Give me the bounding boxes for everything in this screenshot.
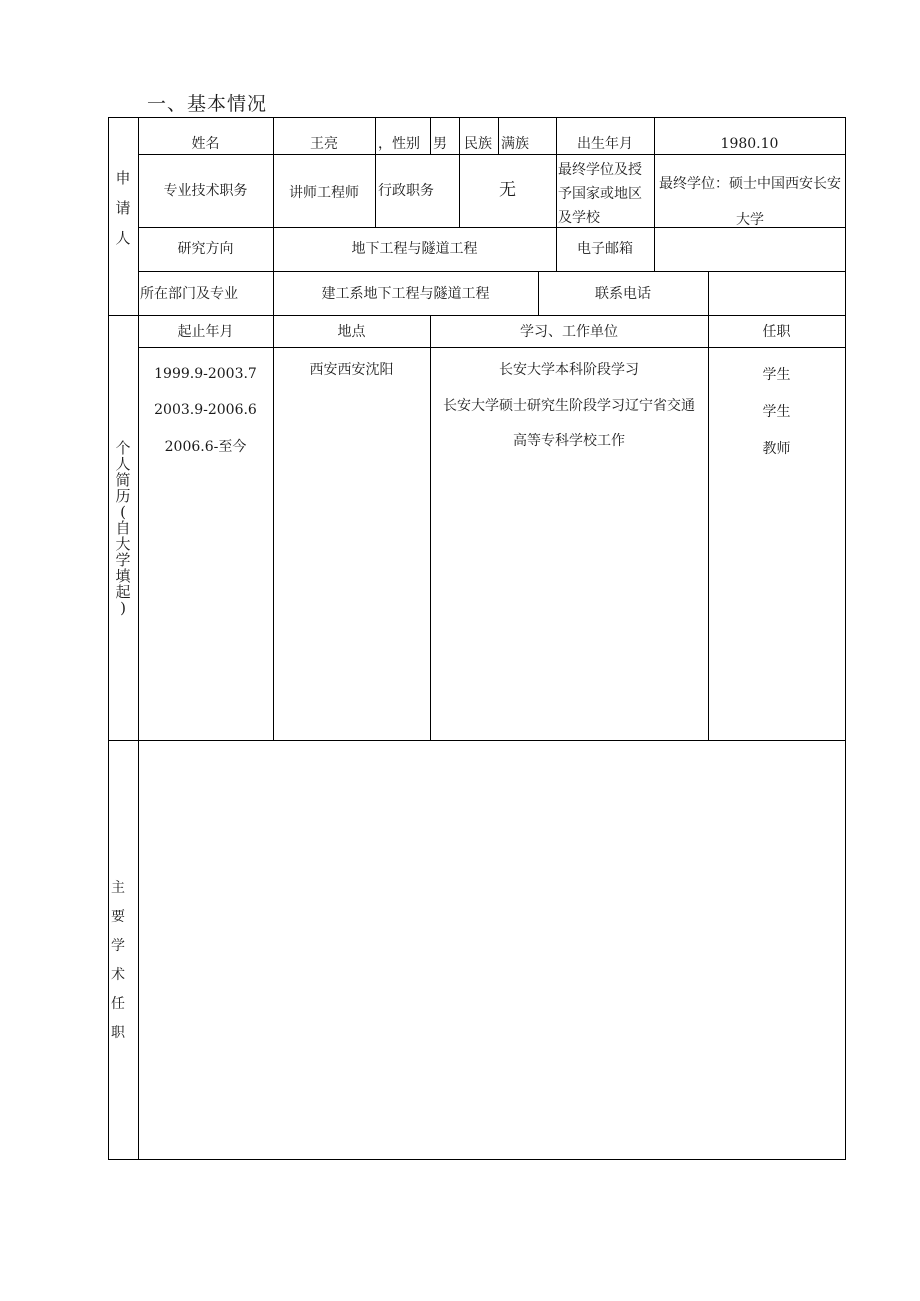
- admin-label: 行政职务: [378, 183, 434, 199]
- gender-label: ，性别: [378, 136, 420, 152]
- resume-header-period: 起止年月: [177, 324, 234, 340]
- resume-position: 学生: [762, 367, 791, 383]
- ethnicity-label: 民族: [464, 136, 492, 152]
- col-divider: [430, 117, 431, 154]
- research-label: 研究方向: [177, 241, 234, 257]
- title-value: 讲师工程师: [289, 185, 359, 201]
- degree-label: 最终学位及授予国家或地区及学校: [558, 162, 642, 226]
- phone-label: 联系电话: [595, 286, 651, 302]
- resume-period: 1999.9-2003.7: [154, 366, 257, 382]
- resume-place: 西安西安沈阳: [309, 362, 394, 378]
- birth-label: 出生年月: [577, 136, 633, 152]
- degree-value: 最终学位：硕士中国西安长安大学: [659, 176, 841, 228]
- resume-position: 学生: [762, 404, 791, 420]
- resume-side-label: 个 人 简 历 ( 自 大 学 填 起 ): [115, 439, 131, 617]
- name-label: 姓名: [191, 136, 220, 152]
- title-label: 专业技术职务: [163, 183, 248, 199]
- col-divider: [498, 117, 499, 154]
- resume-header-place: 地点: [337, 324, 366, 340]
- col-divider: [708, 271, 709, 315]
- name-value: 王亮: [310, 136, 338, 152]
- table-border-right: [845, 117, 846, 1160]
- admin-value: 无: [499, 180, 516, 200]
- row-divider: [138, 271, 846, 272]
- section-divider: [108, 315, 846, 316]
- col-divider: [459, 117, 460, 227]
- resume-unit: 长安大学硕士研究生阶段学习辽宁省交通: [443, 398, 695, 414]
- row-divider: [138, 347, 846, 348]
- ethnicity-value: 满族: [501, 136, 529, 152]
- academic-side-label: 主 要 学 术 任 职: [111, 880, 125, 1041]
- applicant-side-label: 申 请 人: [115, 169, 131, 247]
- col-divider: [375, 117, 376, 227]
- resume-header-unit: 学习、工作单位: [520, 324, 618, 340]
- resume-position: 教师: [762, 441, 791, 457]
- table-border-bottom: [108, 1159, 846, 1160]
- birth-value: 1980.10: [720, 136, 779, 152]
- academic-content-area[interactable]: [139, 741, 845, 1159]
- table-border-top: [108, 117, 846, 118]
- resume-period: 2003.9-2006.6: [154, 402, 257, 418]
- row-divider: [138, 154, 846, 155]
- resume-unit: 高等专科学校工作: [513, 433, 625, 449]
- section-title: 一、基本情况: [147, 93, 268, 115]
- research-value: 地下工程与隧道工程: [351, 241, 478, 257]
- gender-value: 男: [433, 136, 447, 152]
- resume-header-position: 任职: [762, 324, 791, 340]
- resume-unit: 长安大学本科阶段学习: [499, 362, 639, 378]
- dept-value: 建工系地下工程与隧道工程: [321, 286, 490, 302]
- email-label: 电子邮箱: [577, 241, 633, 257]
- resume-period: 2006.6-至今: [164, 439, 247, 455]
- dept-label: 所在部门及专业: [140, 286, 238, 302]
